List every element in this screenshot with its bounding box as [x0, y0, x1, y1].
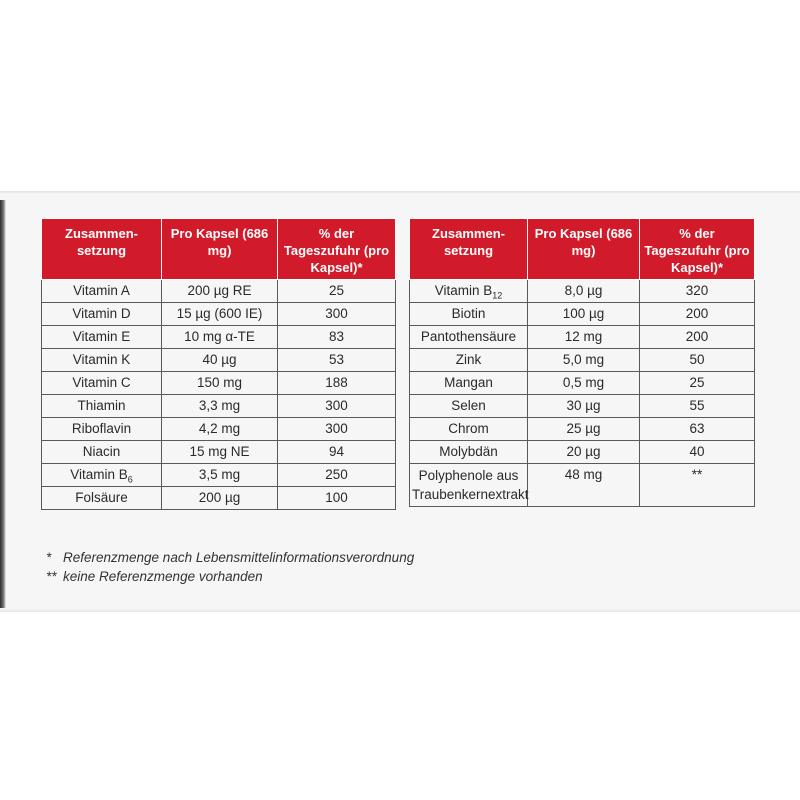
- amount-cell: 15 µg (600 IE): [162, 303, 278, 326]
- table-header-row: [410, 219, 755, 280]
- nutrient-name: Vitamin K: [42, 349, 162, 372]
- percent-cell: 53: [278, 349, 396, 372]
- percent-cell: 300: [278, 418, 396, 441]
- nutrient-name: Vitamin A: [42, 280, 162, 303]
- table-row: [410, 464, 755, 507]
- amount-cell: 5,0 mg: [528, 349, 640, 372]
- amount-cell: 100 µg: [528, 303, 640, 326]
- panel-bottom-edge: [0, 609, 800, 612]
- amount-cell: 12 mg: [528, 326, 640, 349]
- amount-cell: 20 µg: [528, 441, 640, 464]
- table-row: [42, 303, 396, 326]
- percent-cell: 55: [640, 395, 755, 418]
- percent-cell: 94: [278, 441, 396, 464]
- percent-cell: 300: [278, 395, 396, 418]
- nutrient-name: Folsäure: [42, 487, 162, 510]
- amount-cell: 200 µg RE: [162, 280, 278, 303]
- percent-cell: 25: [278, 280, 396, 303]
- table-row: [42, 487, 396, 510]
- panel-top-edge: [0, 191, 800, 194]
- footnote-reference: [46, 548, 414, 567]
- amount-cell: 3,5 mg: [162, 464, 278, 487]
- nutrition-table-right: [409, 218, 755, 507]
- percent-cell: 40: [640, 441, 755, 464]
- footnotes: [46, 548, 414, 586]
- nutrient-name: Vitamin D: [42, 303, 162, 326]
- table-row: [42, 280, 396, 303]
- header-daily-intake: % der Tageszufuhr (pro Kapsel)*: [640, 219, 755, 280]
- table-row: [42, 464, 396, 487]
- percent-cell: 320: [640, 280, 755, 303]
- footnote-no-reference: [46, 567, 414, 586]
- nutrient-name: Pantothensäure: [410, 326, 528, 349]
- nutrient-name: Vitamin E: [42, 326, 162, 349]
- nutrient-name: Vitamin $B_{12}$: [410, 280, 528, 303]
- nutrient-name: Niacin: [42, 441, 162, 464]
- footnote-text: keine Referenzmenge vorhanden: [63, 569, 263, 584]
- percent-cell: 83: [278, 326, 396, 349]
- header-daily-intake: % der Tageszufuhr (pro Kapsel)*: [278, 219, 396, 280]
- nutrition-table-left: [41, 218, 396, 510]
- box-side-edge: [0, 200, 6, 608]
- amount-cell: 48 mg: [528, 464, 640, 507]
- nutrient-name: Zink: [410, 349, 528, 372]
- table-header-row: [42, 219, 396, 280]
- percent-cell: 200: [640, 303, 755, 326]
- table-row: [42, 372, 396, 395]
- percent-cell: **: [640, 464, 755, 507]
- table-row: [42, 418, 396, 441]
- amount-cell: 10 mg α-TE: [162, 326, 278, 349]
- header-composition: Zusammen-setzung: [42, 219, 162, 280]
- table-row: [410, 418, 755, 441]
- amount-cell: 4,2 mg: [162, 418, 278, 441]
- amount-cell: 0,5 mg: [528, 372, 640, 395]
- nutrient-name: Biotin: [410, 303, 528, 326]
- percent-cell: 250: [278, 464, 396, 487]
- header-per-capsule: Pro Kapsel (686 mg): [162, 219, 278, 280]
- footnote-text: Referenzmenge nach Lebensmittelinformationsverordnung: [63, 550, 415, 565]
- amount-cell: 40 µg: [162, 349, 278, 372]
- table-row: [410, 280, 755, 303]
- table-row: [410, 372, 755, 395]
- percent-cell: 63: [640, 418, 755, 441]
- table-row: [410, 441, 755, 464]
- header-composition: Zusammen-setzung: [410, 219, 528, 280]
- footnote-mark: *: [46, 550, 52, 565]
- percent-cell: 50: [640, 349, 755, 372]
- amount-cell: 25 µg: [528, 418, 640, 441]
- table-row: [410, 349, 755, 372]
- table-row: [410, 303, 755, 326]
- nutrient-name: Selen: [410, 395, 528, 418]
- nutrient-name: Polyphenole aus Traubenkernextrakt: [410, 464, 528, 507]
- nutrient-name: Riboflavin: [42, 418, 162, 441]
- amount-cell: 150 mg: [162, 372, 278, 395]
- percent-cell: 188: [278, 372, 396, 395]
- nutrient-name: Vitamin C: [42, 372, 162, 395]
- table-row: [42, 326, 396, 349]
- amount-cell: 15 mg NE: [162, 441, 278, 464]
- header-per-capsule: Pro Kapsel (686 mg): [528, 219, 640, 280]
- nutrient-name: Mangan: [410, 372, 528, 395]
- percent-cell: 25: [640, 372, 755, 395]
- percent-cell: 300: [278, 303, 396, 326]
- nutrient-name: Vitamin $B_6$: [42, 464, 162, 487]
- percent-cell: 100: [278, 487, 396, 510]
- percent-cell: 200: [640, 326, 755, 349]
- nutrient-name: Thiamin: [42, 395, 162, 418]
- amount-cell: 8,0 µg: [528, 280, 640, 303]
- table-row: [410, 395, 755, 418]
- amount-cell: 30 µg: [528, 395, 640, 418]
- table-row: [410, 326, 755, 349]
- amount-cell: 200 µg: [162, 487, 278, 510]
- nutrient-name: Chrom: [410, 418, 528, 441]
- table-row: [42, 349, 396, 372]
- table-row: [42, 441, 396, 464]
- nutrient-name: Molybdän: [410, 441, 528, 464]
- table-row: [42, 395, 396, 418]
- footnote-mark: **: [46, 569, 57, 584]
- amount-cell: 3,3 mg: [162, 395, 278, 418]
